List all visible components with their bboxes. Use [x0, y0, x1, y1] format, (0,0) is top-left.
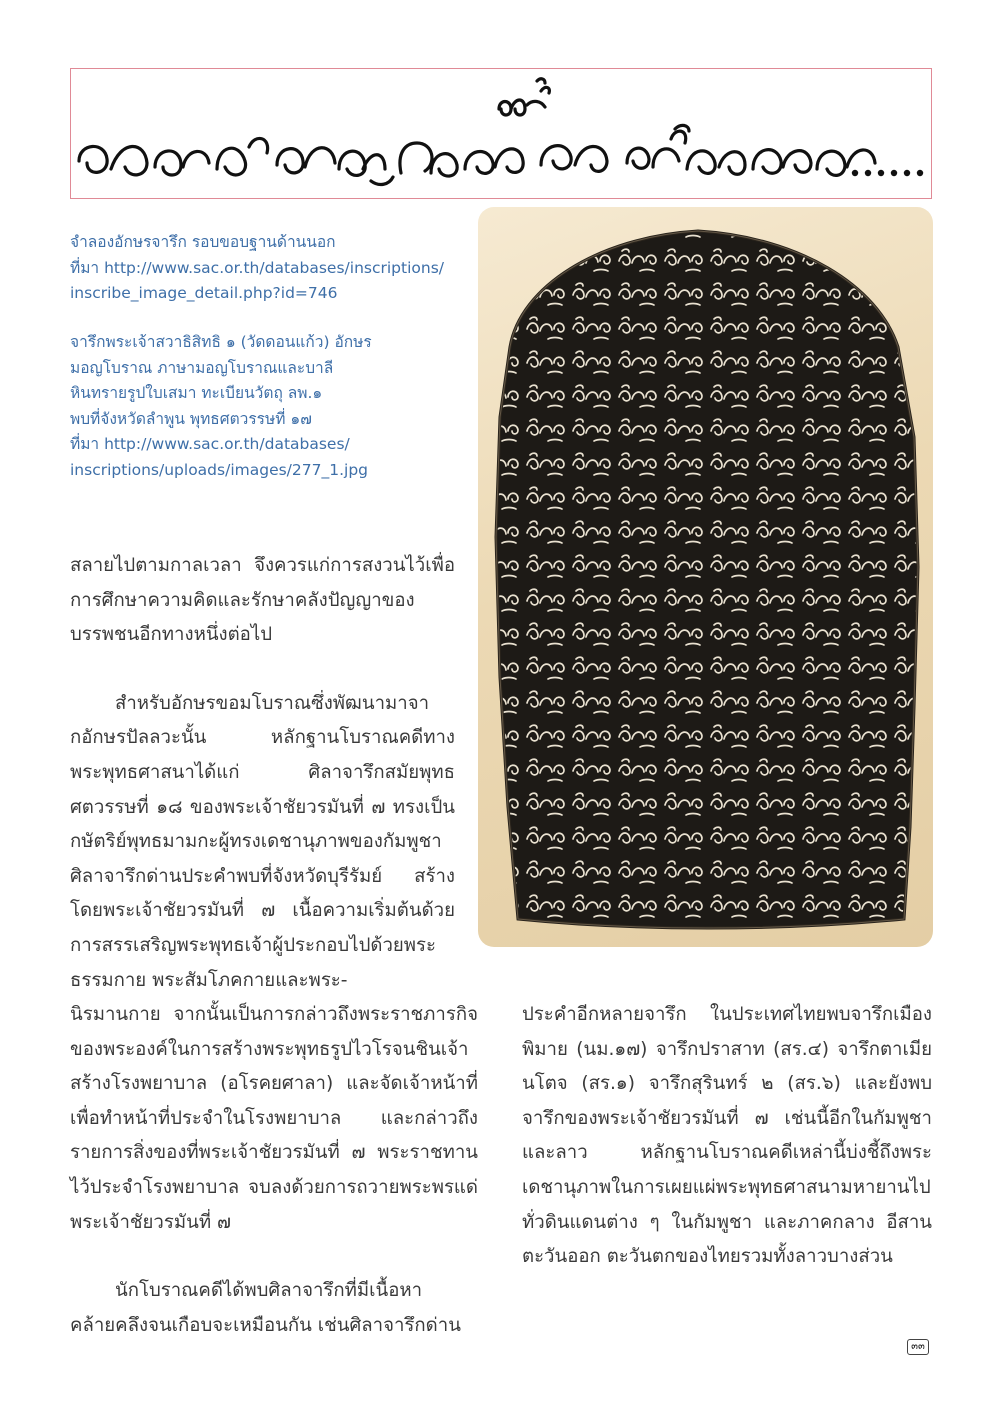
caption-inscription: [70, 330, 470, 483]
caption-2-line-1: จารึกพระเจ้าสวาธิสิทธิ ๑ (วัดดอนแก้ว) อักษร: [70, 333, 372, 351]
caption-2-source-link[interactable]: http://www.sac.or.th/databases/: [104, 435, 350, 453]
body-paragraph-2-top: สำหรับอักษรขอมโบราณซึ่งพัฒนามาจากอักษรปัลลวะนั้น หลักฐานโบราณคดีทางพระพุทธศาสนาได้แก่ ศิลาจารึกสมัยพุทธศตวรรษที่ ๑๘ ของพระเจ้าชัยวรมันที่ ๗ ทรงเป็นกษัตริย์พุทธมามกะผู้ทรงเดชานุภาพของกัมพูชา ศิลาจารึกด่านประคำพบที่จังหวัดบุรีรัมย์ สร้างโดยพระเจ้าชัยวรมันที่ ๗ เนื้อความเริ่มต้นด้วยการสรรเสริญพระพุทธเจ้าผู้ประกอบไปด้วยพระธรรมกาย พระสัมโภคกายและพระ-: [70, 692, 455, 991]
caption-2-line-2: มอญโบราณ ภาษามอญโบราณและบาลี: [70, 358, 334, 377]
body-paragraph-3: นักโบราณคดีได้พบศิลาจารึกที่มีเนื้อหาคล้ายคลึงจนเกือบจะเหมือนกัน เช่นศิลาจารึกด่าน: [70, 1280, 461, 1336]
caption-1-source: [70, 256, 470, 282]
caption-2-line-4: พบที่จังหวัดลำพูน พุทธศตวรรษที่ ๑๗: [70, 409, 312, 428]
caption-replica-script: [70, 230, 470, 307]
caption-2-source-label: ที่มา: [70, 435, 105, 453]
body-left-lower: [70, 998, 478, 1343]
body-right-column: [522, 998, 932, 1275]
body-paragraph-1: สลายไปตามกาลเวลา จึงควรแก่การสงวนไว้เพื่อการศึกษาความคิดและรักษาคลังปัญญาของบรรพชนอีกทางหนึ่งต่อไป: [70, 555, 455, 646]
caption-1-source-link[interactable]: http://www.sac.or.th/databases/inscriptions/: [104, 258, 444, 277]
body-left-upper: [70, 549, 455, 998]
script-sample-box: [70, 68, 932, 199]
page-number: ๓๓: [907, 1339, 929, 1355]
body-paragraph-right: ประคำอีกหลายจารึก ในประเทศไทยพบจารึกเมืองพิมาย (นม.๑๗) จารึกปราสาท (สร.๔) จารึกตาเมียนโตจ (สร.๑) จารึกสุรินทร์ ๒ (สร.๖) และยังพบจารึกของพระเจ้าชัยวรมันที่ ๗ เช่นนี้อีกในกัมพูชาและลาว หลักฐานโบราณคดีเหล่านี้บ่งชี้ถึงพระเดชานุภาพในการเผยแผ่พระพุทธศาสนามหายานไปทั่วดินแดนต่าง ๆ ในกัมพูชา และภาคกลาง อีสาน ตะวันออก ตะวันตกของไทยรวมทั้งลาวบางส่วน: [522, 1004, 932, 1268]
caption-1-source-label: ที่มา: [70, 258, 105, 277]
caption-2-source: [70, 432, 470, 458]
caption-2-line-3: หินทรายรูปใบเสมา ทะเบียนวัตถุ ลพ.๑: [70, 384, 323, 402]
caption-2-source-link-cont[interactable]: inscriptions/uploads/images/277_1.jpg: [70, 460, 369, 479]
inscription-stone-drawing: [478, 207, 933, 947]
body-paragraph-2-bottom: นิรมานกาย จากนั้นเป็นการกล่าวถึงพระราชภารกิจของพระองค์ในการสร้างพระพุทธรูปไวโรจนชินเจ้า สร้างโรงพยาบาล (อโรคยศาลา) และจัดเจ้าหน้าที่เพื่อทำหน้าที่ประจำในโรงพยาบาล และกล่าวถึงรายการสิ่งของที่พระเจ้าชัยวรมันที่ ๗ พระราชทานไว้ประจำโรงพยาบาล จบลงด้วยการถวายพระพรแด่พระเจ้าชัยวรมันที่ ๗: [70, 1004, 478, 1233]
caption-1-source-link-cont[interactable]: inscribe_image_detail.php?id=746: [70, 284, 338, 302]
inscription-stone-image: [478, 207, 933, 947]
caption-1-title: จำลองอักษรจารึก รอบขอบฐานด้านนอก: [70, 233, 336, 251]
script-sample-drawing: [71, 69, 933, 200]
